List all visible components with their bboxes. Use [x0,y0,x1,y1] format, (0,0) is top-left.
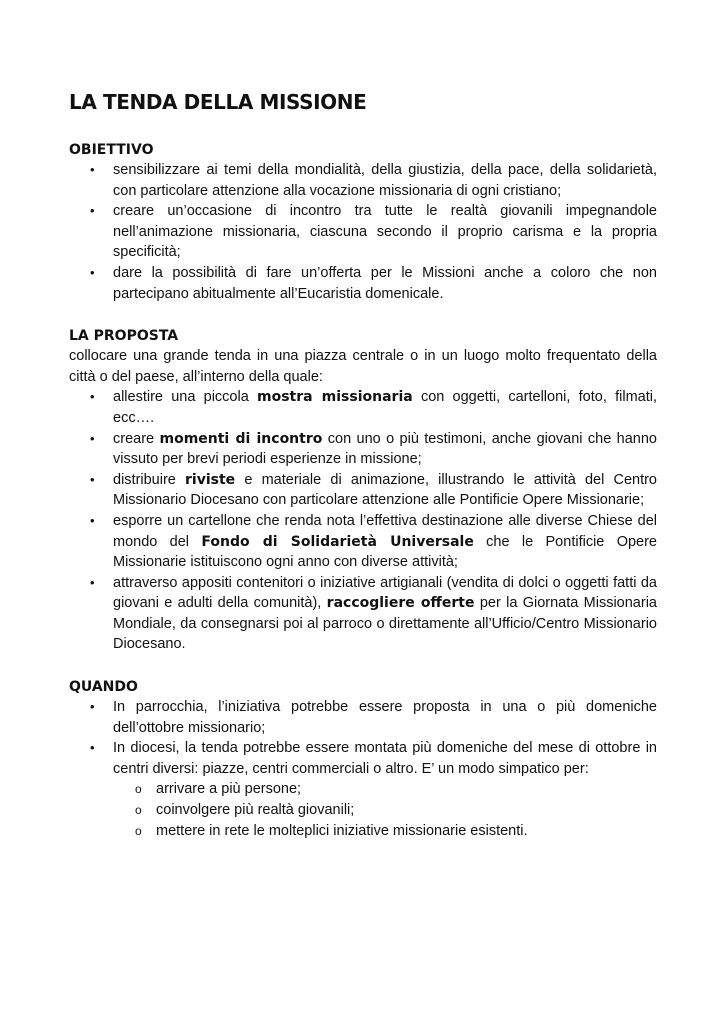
list-item-bold: mostra missionaria [257,389,413,406]
proposta-intro: collocare una grande tenda in una piazza centrale o in un luogo molto frequentato della città o del paese, all’interno della quale: [69,348,657,385]
bullet-icon: • [90,203,95,219]
list-item-text: creare un’occasione di incontro tra tutte le realtà giovanili impegnandole nell’animazione missionaria, ciascuna secondo il proprio carisma e la propria specificità; [113,203,657,261]
list-item-text: sensibilizzare ai temi della mondialità, della giustizia, della pace, della solidarietà, con particolare attenzione alla vocazione missionaria di ogni cristiano; [113,162,657,199]
document-page [69,88,657,863]
bullet-icon: • [90,512,95,528]
document-title: LA TENDA DELLA MISSIONE [69,90,367,114]
list-item-text: che le Pontificie Opere Missionarie istituiscono ogni anno con diverse attività; [113,533,657,571]
section-heading-quando: QUANDO [69,679,138,696]
sub-list-item [135,800,657,821]
circle-bullet-icon: o [135,803,142,818]
sub-list-item [135,779,657,800]
sub-list-item-text: arrivare a più persone; [156,781,302,798]
list-item-text: creare [113,430,160,447]
list-item-text: con oggetti, cartelloni, foto, filmati, ecc…. [113,389,657,426]
quando-sublist [113,779,657,841]
section-heading-proposta: LA PROPOSTA [69,328,179,345]
list-item-text: esporre un cartellone che renda nota l’effettiva destinazione alle diverse Chiese del mondo del [113,512,657,550]
sub-list-item [135,821,657,842]
bullet-icon: • [90,430,95,446]
list-item-text: con uno o più testimoni, anche giovani che hanno vissuto per brevi periodi esperienze in missione; [113,430,657,468]
circle-bullet-icon: o [135,823,142,838]
list-item [90,738,657,841]
list-item [90,160,657,201]
list-item-text: dare la possibilità di fare un’offerta per le Missioni anche a coloro che non partecipano abitualmente all’Eucaristia domenicale. [113,264,657,302]
list-item-text: In parrocchia, l’iniziativa potrebbe essere proposta in una o più domeniche dell’ottobre missionario; [113,699,657,736]
sub-list-item-text: mettere in rete le molteplici iniziative missionarie esistenti. [156,822,528,839]
list-item-text: In diocesi, la tenda potrebbe essere montata più domeniche del mese di ottobre in centri diversi: piazze, centri commerciali o altro. E’ un modo simpatico per: [113,740,657,777]
section-quando [69,677,657,841]
quando-list [69,697,657,841]
bullet-icon: • [90,162,95,177]
list-item-bold: riviste [185,471,236,488]
list-item [90,511,657,573]
list-item [90,263,657,304]
list-item-bold: Fondo di Solidarietà Universale [201,533,474,550]
list-item-bold: raccogliere offerte [326,595,475,612]
bullet-icon: • [90,699,95,715]
list-item [90,429,657,470]
section-heading-obiettivo: OBIETTIVO [69,142,154,158]
section-obiettivo [69,140,657,304]
obiettivo-list [69,160,657,304]
list-item [90,697,657,738]
list-item-text: distribuire [113,471,186,488]
list-item-text: e materiale di animazione, illustrando le attività del Centro Missionario Diocesano con particolare attenzione alle Pontificie Opere Missionarie; [113,471,657,509]
circle-bullet-icon: o [135,782,142,797]
proposta-list [69,387,657,655]
list-item [90,201,657,263]
list-item [90,470,657,511]
list-item-text: attraverso appositi contenitori o iniziative artigianali (vendita di dolci o oggetti fatti da giovani e adulti della comunità), [113,574,657,612]
bullet-icon: • [90,264,95,280]
list-item-text: allestire una piccola [113,389,257,406]
bullet-icon: • [90,471,95,487]
bullet-icon: • [90,740,95,756]
list-item [90,573,657,655]
bullet-icon: • [90,389,95,405]
bullet-icon: • [90,574,95,590]
sub-list-item-text: coinvolgere più realtà giovanili; [156,802,355,819]
list-item-bold: momenti di incontro [159,430,323,447]
list-item-text: per la Giornata Missionaria Mondiale, da consegnarsi poi al parroco o direttamente all’Ufficio/Centro Missionario Diocesano. [113,595,657,653]
list-item [90,387,657,428]
section-proposta [69,326,657,655]
